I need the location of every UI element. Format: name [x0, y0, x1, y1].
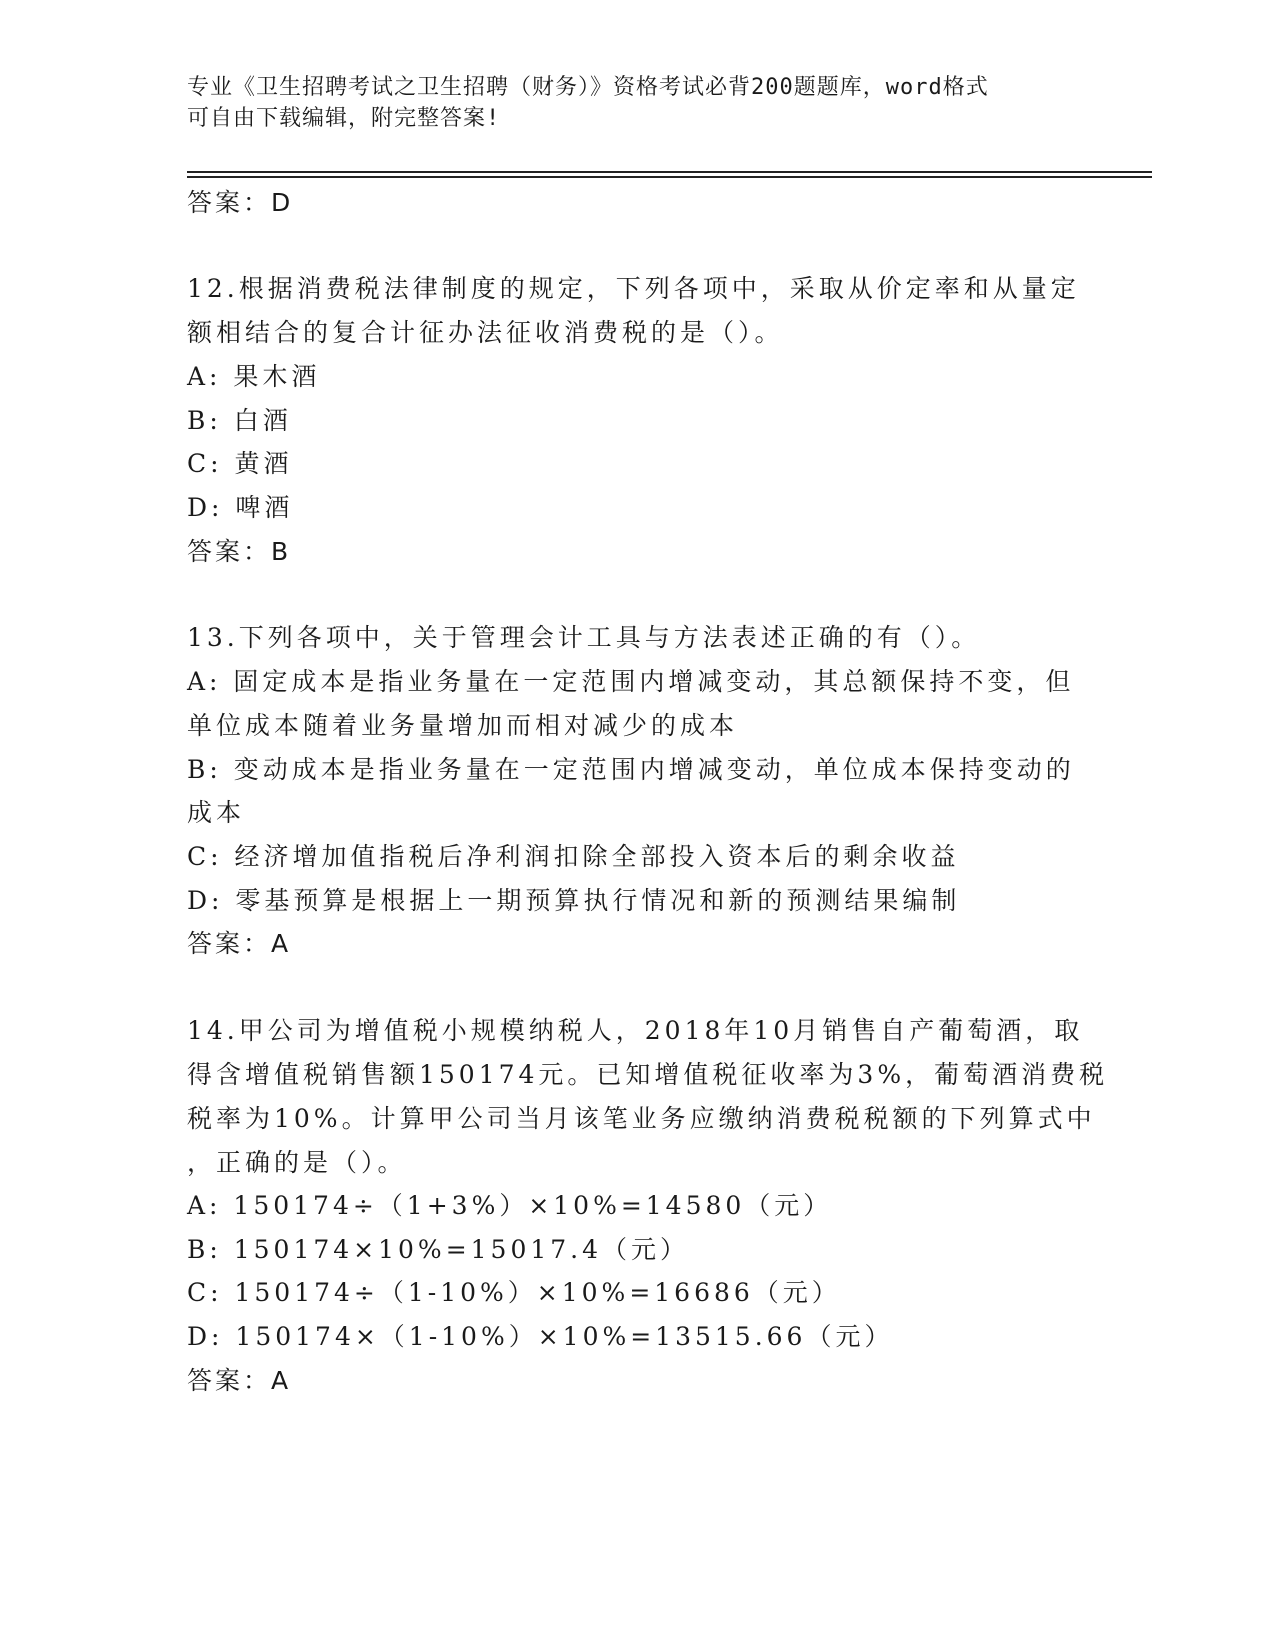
q14-stem-line-1: 14.甲公司为增值税小规模纳税人，2018年10月销售自产葡萄酒，取 — [187, 1016, 1084, 1045]
q13-option-b-line-1: B: 变动成本是指业务量在一定范围内增减变动，单位成本保持变动的 — [187, 755, 1075, 784]
q12-answer: 答案：B — [187, 537, 292, 566]
q12-option-d: D: 啤酒 — [187, 493, 294, 522]
q14-option-d: D: 150174×（1-10%）×10%=13515.66（元） — [187, 1322, 894, 1351]
q13-option-a-line-1: A: 固定成本是指业务量在一定范围内增减变动，其总额保持不变，但 — [187, 667, 1075, 696]
q14-answer: 答案：A — [187, 1366, 292, 1395]
q13-option-a-line-2: 单位成本随着业务量增加而相对减少的成本 — [187, 711, 739, 740]
header-title-line-1: 专业《卫生招聘考试之卫生招聘（财务）》资格考试必背200题题库，word格式 — [187, 75, 989, 100]
q13-option-c: C: 经济增加值指税后净利润扣除全部投入资本后的剩余收益 — [187, 842, 960, 871]
q13-option-b-line-2: 成本 — [187, 798, 246, 827]
q14-stem-line-3: 税率为10%。计算甲公司当月该笔业务应缴纳消费税税额的下列算式中 — [187, 1104, 1096, 1133]
q14-option-c: C: 150174÷（1-10%）×10%=16686（元） — [187, 1278, 841, 1307]
q12-option-c: C: 黄酒 — [187, 449, 293, 478]
q12-stem-line-1: 12.根据消费税法律制度的规定，下列各项中，采取从价定率和从量定 — [187, 274, 1080, 303]
q14-option-a: A: 150174÷（1+3%）×10%=14580（元） — [187, 1191, 833, 1220]
q12-option-a: A: 果木酒 — [187, 362, 321, 391]
header-title-line-2: 可自由下载编辑，附完整答案! — [187, 106, 501, 131]
q12-option-b: B: 白酒 — [187, 406, 292, 435]
header-rule-bottom — [187, 176, 1152, 178]
q13-stem: 13.下列各项中，关于管理会计工具与方法表述正确的有（）。 — [187, 623, 981, 652]
previous-answer: 答案：D — [187, 188, 294, 217]
q13-answer: 答案：A — [187, 929, 292, 958]
q14-option-b: B: 150174×10%=15017.4（元） — [187, 1235, 690, 1264]
q14-stem-line-2: 得含增值税销售额150174元。已知增值税征收率为3%，葡萄酒消费税 — [187, 1060, 1109, 1089]
q14-stem-line-4: ，正确的是（）。 — [187, 1148, 407, 1177]
q13-option-d: D: 零基预算是根据上一期预算执行情况和新的预测结果编制 — [187, 886, 961, 915]
header-rule-top — [187, 171, 1152, 173]
q12-stem-line-2: 额相结合的复合计征办法征收消费税的是（）。 — [187, 318, 784, 347]
